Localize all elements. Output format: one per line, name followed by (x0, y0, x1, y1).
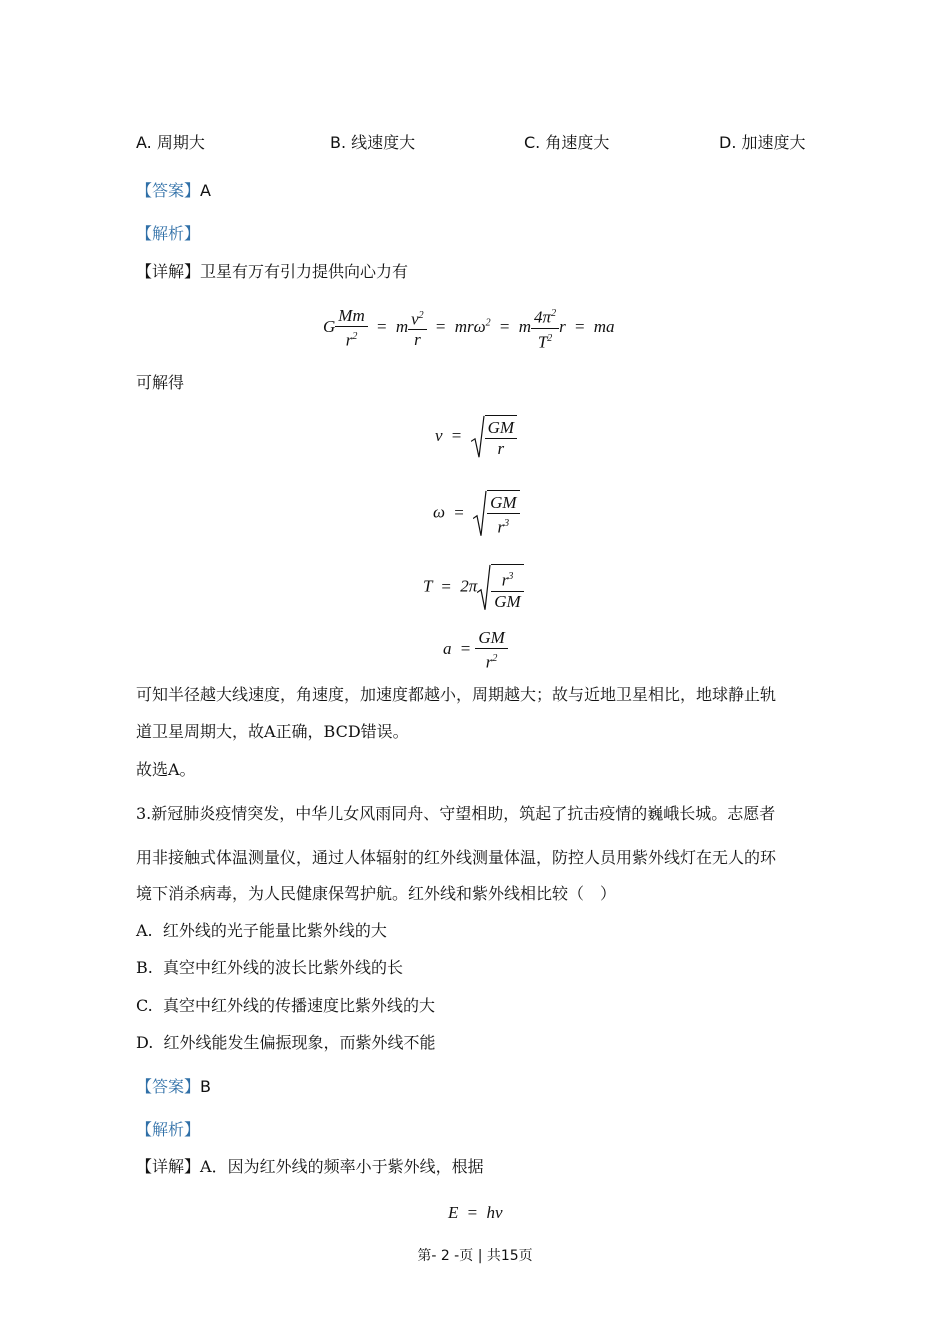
q3-answer-tag: 【答案】 (136, 1077, 201, 1096)
photon-energy-equation: E = hν (448, 1203, 503, 1222)
detail-line: 【详解】卫星有万有引力提供向心力有 (136, 262, 409, 281)
q3-analysis-tag: 【解析】 (136, 1120, 201, 1139)
q3-answer-line (136, 1076, 211, 1098)
v-equation: v = $\frac{GM}{r}$ (435, 415, 517, 459)
q3-answer-value: B (200, 1077, 211, 1096)
q3-option-c: C. 真空中红外线的传播速度比紫外线的大 (136, 996, 435, 1015)
answer-value: A (200, 181, 211, 200)
q3-option-a: A. 红外线的光子能量比紫外线的大 (136, 921, 387, 940)
q3-detail-line: 【详解】A．因为红外线的频率小于紫外线，根据 (136, 1157, 484, 1176)
choose-line: 故选A。 (136, 760, 196, 779)
option-a: A. 周期大 (136, 133, 205, 152)
gravity-equation: G $\frac{Mm}{r^2}$ = m $\frac{v^2}{r}$ = mrω$^2$ = m $\frac{4\pi^2}{T^2}$ r = ma (323, 305, 615, 352)
option-b: B. 线速度大 (330, 133, 416, 152)
q3-stem-2: 用非接触式体温测量仪，通过人体辐射的红外线测量体温，防控人员用紫外线灯在无人的环 (136, 848, 777, 867)
answer-line (136, 180, 211, 202)
option-c: C. 角速度大 (524, 133, 610, 152)
page-footer: 第- 2 -页 | 共15页 (417, 1248, 533, 1264)
omega-equation: ω = $\frac{GM}{r^3}$ (433, 490, 520, 538)
solve-text: 可解得 (136, 373, 185, 392)
acceleration-equation: a = $\frac{GM}{r^2}$ (443, 628, 508, 673)
q3-stem-1: 3.新冠肺炎疫情突发，中华儿女风雨同舟、守望相助，筑起了抗击疫情的巍峨长城。志愿者 (136, 804, 776, 823)
conclusion-line-2: 道卫星周期大，故A正确，BCD错误。 (136, 722, 409, 741)
q3-option-b: B. 真空中红外线的波长比紫外线的长 (136, 958, 404, 977)
answer-tag: 【答案】 (136, 181, 201, 200)
period-equation: T = 2π $\frac{r^3}{GM}$ (423, 564, 524, 612)
conclusion-line-1: 可知半径越大线速度，角速度，加速度都越小，周期越大；故与近地卫星相比，地球静止轨 (136, 685, 777, 704)
q3-option-d: D. 红外线能发生偏振现象，而紫外线不能 (136, 1033, 436, 1052)
analysis-tag: 【解析】 (136, 224, 201, 243)
q3-stem-3: 境下消杀病毒，为人民健康保驾护航。红外线和紫外线相比较（ ） (136, 884, 617, 903)
option-d: D. 加速度大 (719, 133, 806, 152)
